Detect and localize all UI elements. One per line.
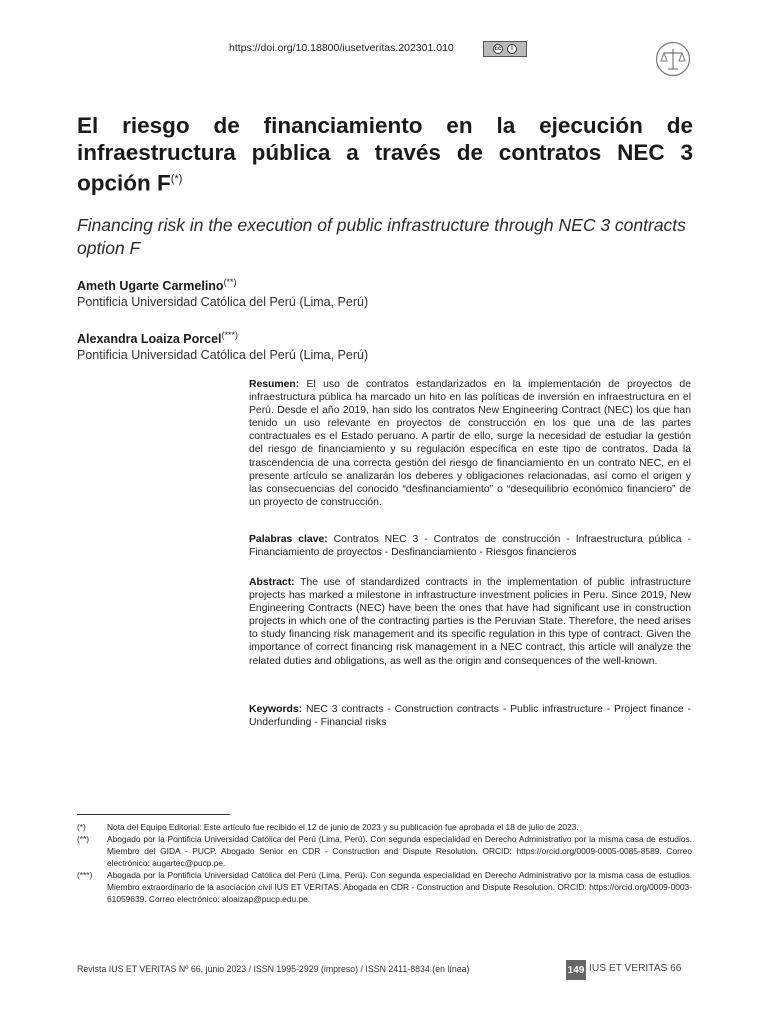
footnote-mark: (**): [77, 834, 90, 844]
abstract-text: The use of standardized contracts in the implementation of public infrastructure projects has marked a milestone in infrastructure investment policies in Peru. Since 2019, New Engineering Contracts (NEC) have been the ones that have had significant use in construction projects in which one of the contracting parties is the Peruvian State. Therefore, the need arises to study financing risk management and its specific regulation in this type of contract. Given the importance of correct financing risk management in a NEC contract, this article will analyze the related duties and obligations, as well as the origin and consequences of the well-known.: [249, 577, 691, 667]
resumen-block: [249, 378, 691, 509]
footnote: [77, 821, 692, 833]
footnote-mark: (*): [77, 822, 86, 832]
author-name: [77, 277, 237, 293]
resumen-text: El uso de contratos estandarizados en la implementación de proyectos de infraestructura pública ha marcado un hito en las políticas de inversión en infraestructura en el Perú. Desde el año 2019, han sido los contratos New Engineering Contract (NEC) los que han tenido un uso relevante en proyectos de construcción en los que una de las partes contractuales es el Estado peruano. A partir de ello, surge la necesidad de estudiar la gestión del riesgo de financiamiento y su regulación específica en este tipo de contratos. Dada la trascendencia de una correcta gestión del riesgo de financiamiento en un contrato NEC, en el presente artículo se analizarán los deberes y obligaciones relacionadas, así como el origen y las consecuencias del conocido “desfinanciamiento” o “desequilibrio económico financiero” de un proyecto de construcción.: [249, 379, 691, 508]
author-name-text: Alexandra Loaiza Porcel: [77, 332, 222, 347]
abstract-label: Abstract:: [249, 577, 295, 588]
keywords-block: [249, 703, 691, 729]
palabras-clave-block: [249, 533, 691, 559]
author-name: [77, 330, 238, 346]
palabras-clave-label: Palabras clave:: [249, 534, 328, 545]
page-number: 149: [566, 960, 586, 980]
author-footnote-mark: (**): [223, 277, 237, 287]
keywords-text: NEC 3 contracts - Construction contracts - Public infrastructure - Project finance - Underfunding - Financial risks: [249, 704, 691, 729]
footnote: [77, 869, 692, 905]
article-title-text: El riesgo de financiamiento en la ejecución de infraestructura pública a través de contratos NEC 3 opción F: [77, 113, 693, 196]
author-affiliation: Pontificia Universidad Católica del Perú (Lima, Perú): [77, 348, 369, 362]
author-affiliation: Pontificia Universidad Católica del Perú (Lima, Perú): [77, 295, 369, 309]
footer-citation: Revista IUS ET VERITAS Nº 66, junio 2023 / ISSN 1995-2929 (impreso) / ISSN 2411-8834 (en línea): [77, 964, 470, 974]
footnote-mark: (***): [77, 870, 93, 880]
footnote-text: Abogada por la Pontificia Universidad Católica del Perú (Lima, Perú). Con segunda especialidad en Derecho Administrativo por la misma casa de estudios. Miembro extraordinario de la asociación civil IUS ET VERITAS. Abogada en CDR - Construction and Dispute Resolution. ORCID: https://orcid.org/0009-0003- 61059639. Correo electrónico: aloaizap@pucp.edu.pe.: [107, 870, 692, 904]
abstract-block: [249, 576, 691, 668]
author-footnote-mark: (***): [221, 330, 239, 340]
footnote-text: Nota del Equipo Editorial: Este artículo fue recibido el 12 de junio de 2023 y su publicación fue aprobada el 18 de julio de 2023.: [107, 822, 579, 832]
journal-name: IUS ET VERITAS 66: [589, 963, 682, 974]
scales-of-justice-icon: [655, 41, 691, 77]
cc-by-icon: cc i: [483, 41, 527, 57]
article-title: [77, 112, 693, 197]
keywords-label: Keywords:: [249, 704, 303, 715]
footnote-text: Abogado por la Pontificia Universidad Católica del Perú (Lima, Perú). Con segunda especialidad en Derecho Administrativo por la misma casa de estudios. Miembro del GIDA - PUCP. Abogado Senior en CDR - Construction and Dispute Resolution. ORCID: https://orcid.org/0009-0005-0085-8589. Correo electrónico: augartec@pucp.pe.: [107, 834, 692, 868]
palabras-clave-text: Contratos NEC 3 - Contratos de construcción - Infraestructura pública - Financiamiento de proyectos - Desfinanciamiento - Riesgos financieros: [249, 534, 691, 559]
resumen-label: Resumen:: [249, 379, 300, 390]
author-name-text: Ameth Ugarte Carmelino: [77, 279, 224, 294]
article-subtitle: Financing risk in the execution of public infrastructure through NEC 3 contracts option F: [77, 215, 686, 258]
title-footnote-mark: (*): [170, 173, 183, 185]
footnote-separator: [77, 814, 230, 815]
footnote: [77, 833, 692, 869]
doi-link[interactable]: https://doi.org/10.18800/iusetveritas.202301.010: [229, 42, 454, 54]
